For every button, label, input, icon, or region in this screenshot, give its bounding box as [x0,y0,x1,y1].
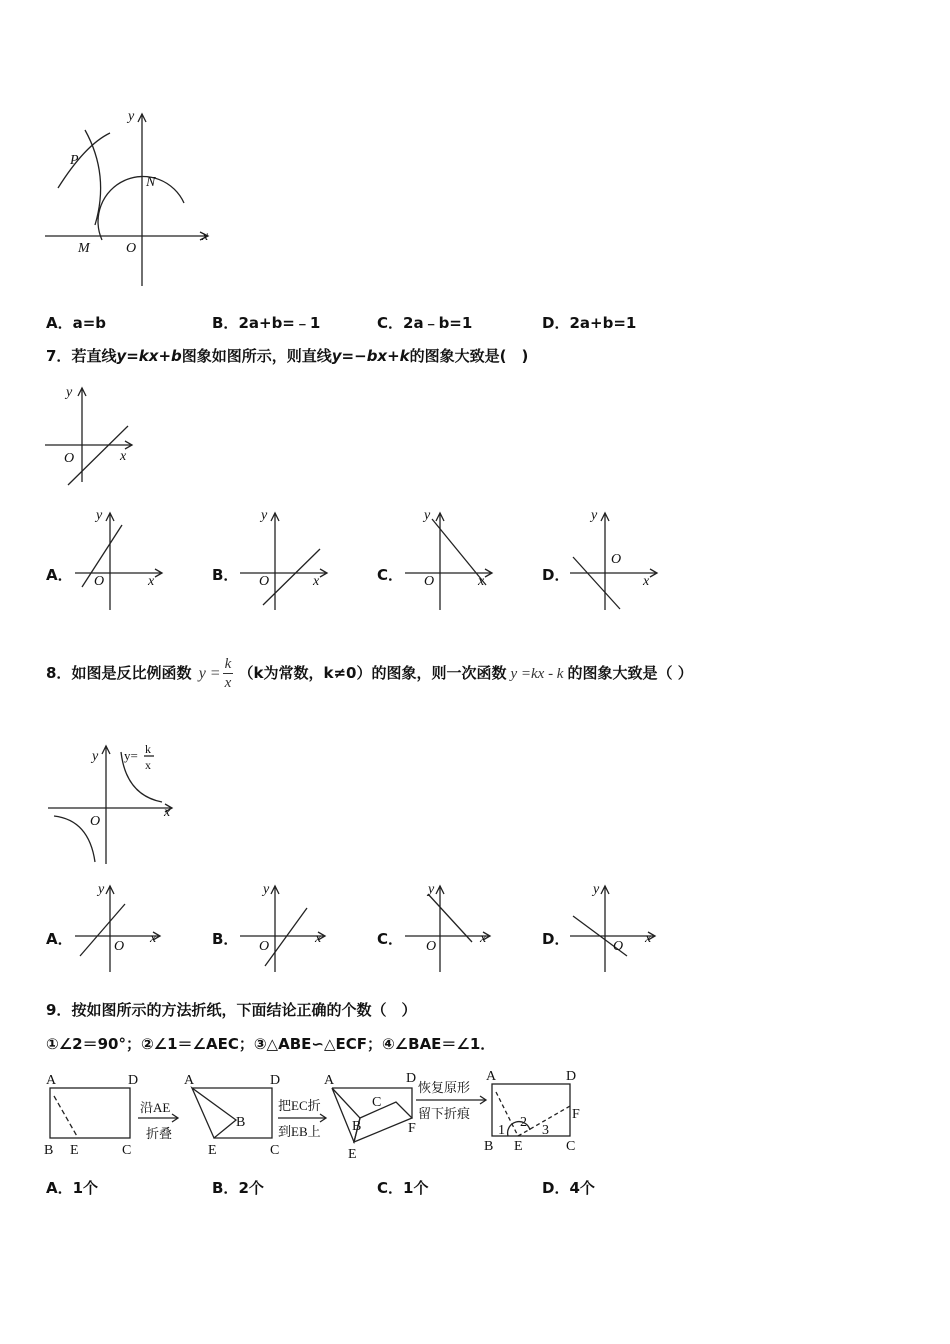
q9-option-c[interactable] [377,1177,428,1198]
label-y: y [98,882,105,897]
step2-bot: 到EB上 [278,1124,321,1139]
option-letter: A． [46,1179,73,1197]
option-text: 2a+b=﹣1 [238,314,321,332]
q7-main-figure [40,380,150,490]
frac-denominator: x [224,675,232,691]
q8-eq: y =kx - k [510,666,564,682]
label-x: x [164,805,171,820]
q8-stem-b: （k为常数，k≠0）的图象，则一次函数 [238,664,507,682]
q7-option-c-graph[interactable] [400,505,500,615]
rect-2-outline [192,1088,272,1138]
q9-stem-text: 按如图所示的方法折纸，下面结论正确的个数（ ） [71,1001,417,1019]
q8-stem [46,655,693,692]
q7-stem-c: 的图象大致是( ) [409,347,529,365]
q8-option-c-graph[interactable] [400,880,500,975]
label-o: O [259,574,270,589]
label-a: A [46,1073,57,1088]
label-d: D [566,1069,577,1084]
label-y: y [96,508,103,523]
label-e: E [514,1139,523,1154]
option-letter: D． [542,314,570,332]
label-o: O [613,939,624,954]
label-y: y [591,508,598,523]
label-f: F [408,1121,416,1136]
rect-abcd-1 [50,1088,130,1138]
q7-eq2: y=−bx+k [331,347,410,365]
label-y: y [424,508,431,523]
label-y: y [66,385,73,400]
crease-ae-1 [54,1096,78,1138]
q7-option-d[interactable]: D． [542,566,570,584]
q8-stem-a: 如图是反比例函数 [71,664,192,682]
label-o: O [426,939,437,954]
q6-label-p: P [70,153,79,168]
q8-stem-c: 的图象大致是（ ） [567,664,693,682]
option-text: 1个 [403,1179,429,1197]
option-letter: C． [377,1179,404,1197]
q8-option-d[interactable]: D． [542,930,570,948]
label-a: A [184,1073,195,1088]
option-text: 1个 [72,1179,99,1197]
label-b: B [236,1115,246,1130]
label-x: x [120,449,127,464]
option-text: a=b [72,314,107,332]
q8-option-b-graph[interactable] [235,880,335,975]
q8-option-d-graph[interactable] [565,880,665,975]
folded-triangle-3b [354,1102,412,1142]
label-x: x [478,574,485,589]
q8-fraction [223,655,234,692]
option-text: 2个 [238,1179,264,1197]
label-b: B [44,1143,54,1158]
q8-number: 8． [46,664,72,682]
option-line [265,908,307,966]
label-b: B [484,1139,494,1154]
label-o: O [114,939,125,954]
q8-option-a[interactable]: A． [46,930,73,948]
label-c: C [270,1143,280,1158]
label-o: O [424,574,435,589]
option-line [263,549,320,605]
q8-option-a-graph[interactable] [70,880,170,975]
label-y: y [593,882,600,897]
label-o: O [259,939,270,954]
q7-option-b-graph[interactable] [235,505,335,615]
step3-top: 恢复原形 [418,1080,471,1095]
label-y: y [263,882,270,897]
label-o: O [611,552,622,567]
q7-option-d-graph[interactable] [565,505,665,615]
q6-option-a[interactable] [46,312,106,333]
q6-label-m: M [78,241,90,256]
q7-stem-b: 图象如图所示，则直线 [181,347,332,365]
q8-frac-lhs: y = [198,664,221,682]
label-c: C [566,1139,576,1154]
label-y: y [261,508,268,523]
q7-main-line [68,426,128,485]
q7-eq1: y=kx+b [116,347,182,365]
frac-numerator: k [224,656,232,672]
q7-option-a-graph[interactable] [70,505,170,615]
q7-option-b[interactable]: B． [212,566,239,584]
label-angle-1: 1 [498,1123,505,1138]
q7-number: 7． [46,347,72,365]
label-y: y [428,882,435,897]
option-letter: C． [377,314,404,332]
q7-option-a[interactable]: A． [46,566,73,584]
q7-option-c[interactable]: C． [377,566,404,584]
label-e: E [70,1143,79,1158]
q6-label-x: x [202,229,209,244]
label-f: F [572,1107,580,1122]
label-o: O [64,451,75,466]
label-x: x [480,931,487,946]
q9-option-a[interactable] [46,1177,98,1198]
label-d: D [128,1073,139,1088]
label-angle-3: 3 [542,1123,549,1138]
label-c: C [372,1095,382,1110]
step1-top: 沿AE [140,1100,171,1115]
q9-stem [46,999,416,1020]
label-o: O [94,574,105,589]
q8-option-b[interactable]: B． [212,930,239,948]
q7-stem-a: 若直线 [71,347,117,365]
option-letter: B． [212,1179,239,1197]
option-letter: D． [542,1179,570,1197]
option-text: 4个 [569,1179,595,1197]
label-x: x [150,931,157,946]
label-b: B [352,1119,362,1134]
option-line [428,894,472,942]
hyperbola-branch-2 [54,816,95,862]
q6-label-o: O [126,241,137,256]
label-a: A [486,1069,497,1084]
curve-label: y= [124,748,138,763]
option-text: 2a+b=1 [569,314,637,332]
label-e: E [348,1147,357,1162]
label-x: x [315,931,322,946]
q6-option-d[interactable] [542,312,636,333]
q9-option-b[interactable] [212,1177,264,1198]
q8-main-figure [44,740,184,870]
option-letter: A． [46,314,73,332]
q9-folding-figure [40,1068,600,1163]
q8-option-c[interactable]: C． [377,930,404,948]
step1-bot: 折叠 [146,1126,173,1141]
q6-option-b[interactable] [212,312,320,333]
label-x: x [148,574,155,589]
q9-conditions: ①∠2＝90°；②∠1＝∠AEC；③△ABE∽△ECF；④∠BAE＝∠1． [46,1035,496,1053]
label-x: x [313,574,320,589]
q6-label-n: N [146,175,156,190]
label-a: A [324,1073,335,1088]
label-angle-2: 2 [520,1115,527,1130]
label-y: y [92,749,99,764]
q6-figure [40,100,230,295]
q9-number: 9． [46,1001,72,1019]
curve-num: k [145,742,151,756]
q9-option-d[interactable] [542,1177,595,1198]
label-c: C [122,1143,132,1158]
option-letter: B． [212,314,239,332]
label-o: O [90,814,101,829]
folded-triangle-2 [192,1088,236,1138]
step3-bot: 留下折痕 [418,1106,471,1121]
label-d: D [270,1073,281,1088]
option-text: 2a﹣b=1 [403,314,473,332]
label-e: E [208,1143,217,1158]
q6-option-c[interactable] [377,312,472,333]
q6-arc-mn [98,177,184,240]
q6-label-y: y [128,109,135,124]
q6-arc-p1 [58,133,110,188]
q7-stem [46,345,528,366]
step2-top: 把EC折 [278,1098,321,1113]
label-x: x [645,931,652,946]
label-x: x [643,574,650,589]
curve-den: x [145,758,151,772]
label-d: D [406,1071,417,1086]
